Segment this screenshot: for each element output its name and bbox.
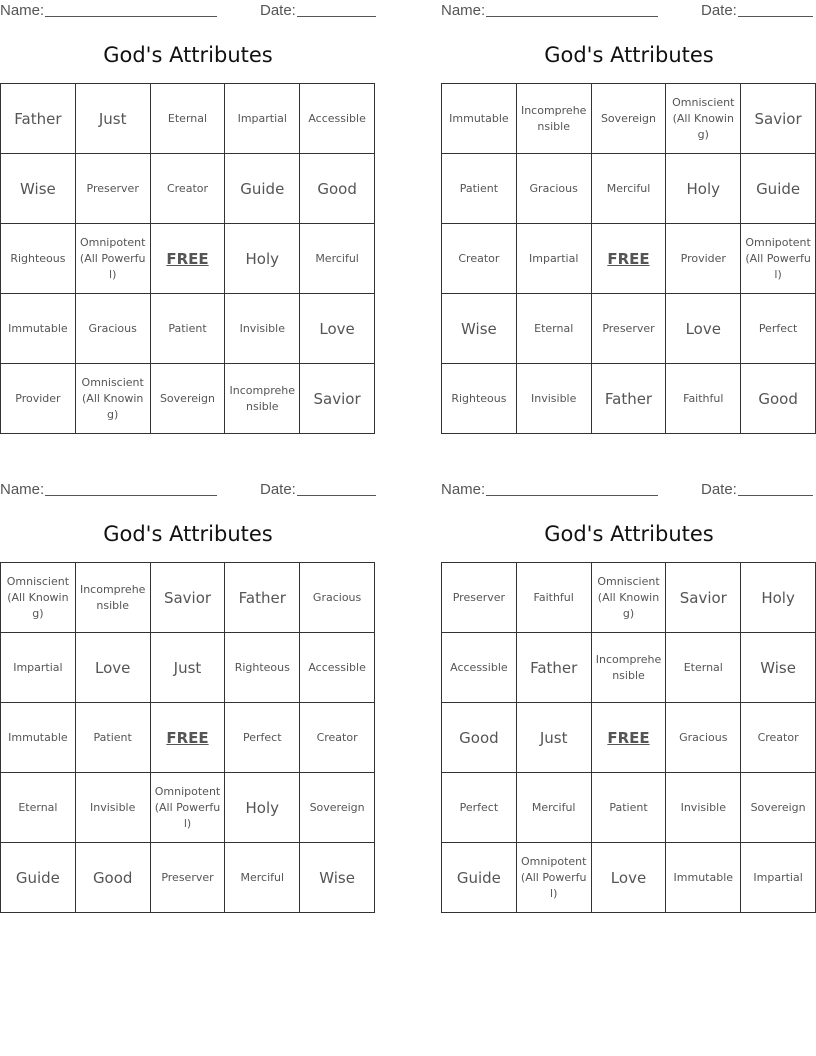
bingo-grid bbox=[441, 83, 816, 434]
bingo-cell[interactable]: Holy bbox=[666, 154, 741, 224]
bingo-cell[interactable]: Eternal bbox=[1, 773, 76, 843]
bingo-cell[interactable]: Omniscient (All Knowing) bbox=[1, 563, 76, 633]
card-header bbox=[441, 479, 816, 499]
bingo-cell[interactable]: Father bbox=[517, 633, 592, 703]
bingo-cell[interactable]: Impartial bbox=[741, 843, 816, 913]
bingo-cell[interactable]: Merciful bbox=[592, 154, 667, 224]
free-space-cell[interactable]: FREE bbox=[151, 224, 226, 294]
bingo-cell[interactable]: Merciful bbox=[300, 224, 375, 294]
bingo-cell[interactable]: Patient bbox=[592, 773, 667, 843]
bingo-cell[interactable]: Faithful bbox=[517, 563, 592, 633]
name-label: Name: bbox=[0, 481, 45, 498]
name-field[interactable] bbox=[486, 495, 658, 496]
date-field[interactable] bbox=[738, 495, 813, 496]
bingo-cell[interactable]: Creator bbox=[442, 224, 517, 294]
card-header bbox=[0, 479, 376, 499]
bingo-cell[interactable]: Love bbox=[592, 843, 667, 913]
bingo-cell[interactable]: Just bbox=[517, 703, 592, 773]
bingo-cell[interactable]: Holy bbox=[225, 773, 300, 843]
bingo-cell[interactable]: Righteous bbox=[1, 224, 76, 294]
bingo-cell[interactable]: Savior bbox=[666, 563, 741, 633]
bingo-cell[interactable]: Merciful bbox=[517, 773, 592, 843]
bingo-cell[interactable]: Holy bbox=[225, 224, 300, 294]
bingo-cell[interactable]: Wise bbox=[442, 294, 517, 364]
bingo-cell[interactable]: Preserver bbox=[76, 154, 151, 224]
bingo-card-2 bbox=[441, 0, 816, 434]
name-field[interactable] bbox=[486, 16, 658, 17]
card-header bbox=[441, 0, 816, 20]
bingo-cell[interactable]: Impartial bbox=[1, 633, 76, 703]
bingo-cell[interactable]: Immutable bbox=[1, 294, 76, 364]
bingo-cell[interactable]: Love bbox=[300, 294, 375, 364]
bingo-cell[interactable]: Accessible bbox=[442, 633, 517, 703]
bingo-cell[interactable]: Eternal bbox=[666, 633, 741, 703]
bingo-cell[interactable]: Father bbox=[592, 364, 667, 434]
bingo-cell[interactable]: Guide bbox=[442, 843, 517, 913]
bingo-cell[interactable]: Patient bbox=[442, 154, 517, 224]
bingo-cell[interactable]: Sovereign bbox=[592, 84, 667, 154]
bingo-card-4 bbox=[441, 479, 816, 913]
bingo-cell[interactable]: Sovereign bbox=[300, 773, 375, 843]
bingo-cell[interactable]: Patient bbox=[76, 703, 151, 773]
bingo-cell[interactable]: Wise bbox=[741, 633, 816, 703]
bingo-cell[interactable]: Immutable bbox=[442, 84, 517, 154]
bingo-cell[interactable]: Wise bbox=[1, 154, 76, 224]
bingo-cell[interactable]: Eternal bbox=[517, 294, 592, 364]
bingo-cell[interactable]: Invisible bbox=[517, 364, 592, 434]
bingo-cell[interactable]: Accessible bbox=[300, 633, 375, 703]
name-label: Name: bbox=[0, 2, 45, 19]
bingo-cell[interactable]: Eternal bbox=[151, 84, 226, 154]
bingo-cell[interactable]: Invisible bbox=[225, 294, 300, 364]
bingo-cell[interactable]: Omniscient (All Knowing) bbox=[592, 563, 667, 633]
bingo-cell[interactable]: Holy bbox=[741, 563, 816, 633]
bingo-cell[interactable]: Preserver bbox=[442, 563, 517, 633]
bingo-cell[interactable]: Good bbox=[741, 364, 816, 434]
bingo-cell[interactable]: Father bbox=[1, 84, 76, 154]
bingo-cell[interactable]: Guide bbox=[225, 154, 300, 224]
bingo-cell[interactable]: Gracious bbox=[300, 563, 375, 633]
bingo-cell[interactable]: Just bbox=[76, 84, 151, 154]
date-field[interactable] bbox=[738, 16, 813, 17]
bingo-cell[interactable]: Just bbox=[151, 633, 226, 703]
card-title: God's Attributes bbox=[103, 522, 273, 546]
free-space-cell[interactable]: FREE bbox=[592, 224, 667, 294]
bingo-cell[interactable]: Righteous bbox=[225, 633, 300, 703]
name-field[interactable] bbox=[45, 16, 217, 17]
bingo-cell[interactable]: Guide bbox=[1, 843, 76, 913]
bingo-cell[interactable]: Guide bbox=[741, 154, 816, 224]
bingo-cell[interactable]: Merciful bbox=[225, 843, 300, 913]
bingo-cell[interactable]: Savior bbox=[300, 364, 375, 434]
bingo-cell[interactable]: Wise bbox=[300, 843, 375, 913]
card-header bbox=[0, 0, 376, 20]
bingo-cell[interactable]: Love bbox=[666, 294, 741, 364]
free-space-cell[interactable]: FREE bbox=[592, 703, 667, 773]
bingo-cell[interactable]: Righteous bbox=[442, 364, 517, 434]
bingo-cell[interactable]: Gracious bbox=[517, 154, 592, 224]
bingo-cell[interactable]: Sovereign bbox=[151, 364, 226, 434]
bingo-cell[interactable]: Omniscient (All Knowing) bbox=[76, 364, 151, 434]
name-field[interactable] bbox=[45, 495, 217, 496]
bingo-grid bbox=[0, 562, 375, 913]
bingo-cell[interactable]: Preserver bbox=[592, 294, 667, 364]
bingo-grid bbox=[441, 562, 816, 913]
bingo-card-3 bbox=[0, 479, 376, 913]
bingo-cell[interactable]: Preserver bbox=[151, 843, 226, 913]
bingo-cell[interactable]: Invisible bbox=[666, 773, 741, 843]
bingo-cell[interactable]: Creator bbox=[151, 154, 226, 224]
bingo-cell[interactable]: Provider bbox=[666, 224, 741, 294]
card-title: God's Attributes bbox=[544, 522, 714, 546]
bingo-cell[interactable]: Immutable bbox=[666, 843, 741, 913]
date-label: Date: bbox=[260, 2, 296, 19]
bingo-cell[interactable]: Sovereign bbox=[741, 773, 816, 843]
bingo-cell[interactable]: Creator bbox=[300, 703, 375, 773]
bingo-cell[interactable]: Good bbox=[300, 154, 375, 224]
bingo-cell[interactable]: Invisible bbox=[76, 773, 151, 843]
free-space-cell[interactable]: FREE bbox=[151, 703, 226, 773]
bingo-cell[interactable]: Impartial bbox=[517, 224, 592, 294]
bingo-cell[interactable]: Good bbox=[442, 703, 517, 773]
date-field[interactable] bbox=[297, 16, 376, 17]
bingo-cell[interactable]: Savior bbox=[741, 84, 816, 154]
bingo-cell[interactable]: Provider bbox=[1, 364, 76, 434]
bingo-cell[interactable]: Savior bbox=[151, 563, 226, 633]
bingo-cell[interactable]: Good bbox=[76, 843, 151, 913]
bingo-cell[interactable]: Omnipotent (All Powerful) bbox=[151, 773, 226, 843]
bingo-cell[interactable]: Omnipotent (All Powerful) bbox=[517, 843, 592, 913]
bingo-cell[interactable]: Omnipotent (All Powerful) bbox=[741, 224, 816, 294]
bingo-cell[interactable]: Perfect bbox=[225, 703, 300, 773]
card-title: God's Attributes bbox=[544, 43, 714, 67]
bingo-cell[interactable]: Love bbox=[76, 633, 151, 703]
bingo-cell[interactable]: Immutable bbox=[1, 703, 76, 773]
bingo-cell[interactable]: Perfect bbox=[442, 773, 517, 843]
bingo-cell[interactable]: Incomprehensible bbox=[592, 633, 667, 703]
date-label: Date: bbox=[701, 481, 737, 498]
bingo-cell[interactable]: Impartial bbox=[225, 84, 300, 154]
name-label: Name: bbox=[441, 481, 486, 498]
bingo-cell[interactable]: Incomprehensible bbox=[517, 84, 592, 154]
card-title: God's Attributes bbox=[103, 43, 273, 67]
bingo-grid bbox=[0, 83, 375, 434]
bingo-cell[interactable]: Omnipotent (All Powerful) bbox=[76, 224, 151, 294]
date-label: Date: bbox=[260, 481, 296, 498]
bingo-cell[interactable]: Creator bbox=[741, 703, 816, 773]
date-field[interactable] bbox=[297, 495, 376, 496]
bingo-cell[interactable]: Perfect bbox=[741, 294, 816, 364]
date-label: Date: bbox=[701, 2, 737, 19]
bingo-cell[interactable]: Incomprehensible bbox=[76, 563, 151, 633]
bingo-cell[interactable]: Accessible bbox=[300, 84, 375, 154]
bingo-cell[interactable]: Gracious bbox=[76, 294, 151, 364]
bingo-cell[interactable]: Faithful bbox=[666, 364, 741, 434]
bingo-card-1 bbox=[0, 0, 376, 434]
name-label: Name: bbox=[441, 2, 486, 19]
bingo-cell[interactable]: Father bbox=[225, 563, 300, 633]
bingo-cell[interactable]: Patient bbox=[151, 294, 226, 364]
bingo-cell[interactable]: Incomprehensible bbox=[225, 364, 300, 434]
bingo-cell[interactable]: Omniscient (All Knowing) bbox=[666, 84, 741, 154]
bingo-cell[interactable]: Gracious bbox=[666, 703, 741, 773]
